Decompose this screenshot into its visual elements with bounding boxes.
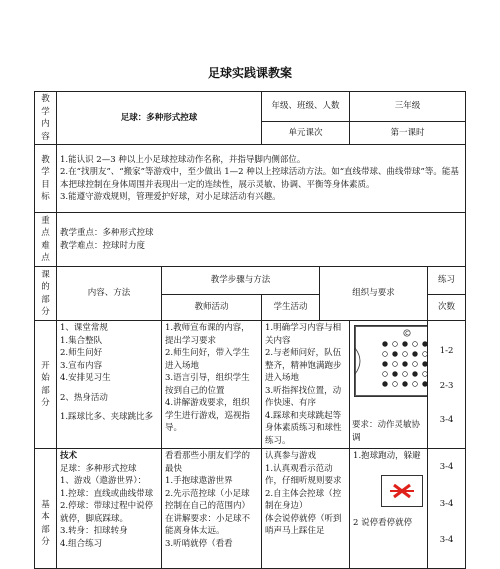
- svg-text:C: C: [405, 331, 409, 337]
- player-marker: [393, 372, 398, 377]
- header-teacher: 教师活动: [162, 295, 262, 321]
- player-marker: [403, 382, 408, 387]
- player-marker: [423, 342, 428, 347]
- basic-org: 1.抱球跑动，躲避 2 说停看停就停: [350, 449, 428, 569]
- unit-value: 第一课时: [350, 121, 466, 144]
- objectives-cell: [57, 145, 466, 213]
- player-marker: [383, 352, 388, 357]
- unit-label: 单元课次: [262, 121, 350, 144]
- objective-item: 2.在“找朋友”、“搬家”等游戏中，至少做出 1—2 种以上控球活动方法。如“直线带球、曲线带球”等。能基本把球控制在身体周围并表现出一定的连续性，展示灵敏、协调、平衡等身体素质。: [60, 167, 459, 190]
- page-title: 足球实践课教案: [207, 66, 292, 80]
- formation-diagram: [355, 326, 428, 396]
- player-marker: [423, 362, 428, 367]
- basic-student: 认真参与游戏 1.认真观看示范动作，仔细听规则要求 2.自主体会控球（控制在身边） 体会说停就停（听到哨声马上踩住足: [262, 449, 350, 569]
- player-marker: [413, 372, 418, 377]
- opening-requirement: 要求：动作灵敏协调: [352, 420, 421, 443]
- player-marker: [403, 352, 408, 357]
- basic-content: 技术 足球：多种形式控球 1、游戏（遨游世界）： 1.控球：直线或曲线带球 2.停球：带球过程中说停就停，脚底踩球。 3.转身：扣球转身 4.组合练习: [57, 449, 162, 569]
- opening-student: 1.明确学习内容与相关内容 2.与老师问好，队伍整齐，精神饱满跑步进入场地 3.听指挥找位置，动作快速、有序 4.踩球和夹球跳起等身体素质练习和球性练习。: [262, 321, 350, 449]
- basic-practice: 3-4 3-4 3-4: [428, 449, 466, 569]
- field-diagram: [354, 325, 428, 397]
- objective-item: 1.能认识 2—3 种以上小足球控球动作名称，并指导脚内侧部位。: [60, 154, 306, 165]
- keypoints-cell: 教学重点：多种形式控球 教学难点：控球时力度: [57, 213, 466, 267]
- player-marker: [393, 342, 398, 347]
- header-steps: 教学步骤与方法: [162, 267, 320, 295]
- basic-label-cell: 基 本 部 分: [35, 449, 57, 569]
- keypoint-label-cell: 重 点 难 点: [35, 213, 57, 267]
- opening-teacher: 1.教师宣布课的内容，提出学习要求 2.师生问好，带入学生进入场地 3.语言引导，组织学生按到自己的位置 4.讲解游戏要求，组织学生进行游戏，巡视指导。: [162, 321, 262, 449]
- player-marker: [383, 372, 388, 377]
- grade-label: 年级、班级、人数: [262, 92, 350, 122]
- player-marker: [423, 352, 428, 357]
- player-marker: [403, 372, 408, 377]
- objective-item: 3.能遵守游戏规则，管理爱护好球，对小足球活动有兴趣。: [60, 192, 281, 202]
- cross-icon: [382, 476, 422, 506]
- player-markers: [383, 342, 428, 387]
- lesson-plan-table: [34, 91, 466, 569]
- player-marker: [413, 382, 418, 387]
- player-marker: [393, 382, 398, 387]
- player-marker: [423, 382, 428, 387]
- player-marker: [383, 362, 388, 367]
- lesson-content: 足球：多种形式控球: [57, 92, 262, 145]
- player-marker: [413, 352, 418, 357]
- header-times: 次数: [428, 295, 466, 321]
- player-marker: [403, 342, 408, 347]
- player-marker: [423, 372, 428, 377]
- player-marker: [403, 362, 408, 367]
- grade-value: 三年级: [350, 92, 466, 122]
- player-marker: [383, 342, 388, 347]
- opening-label-cell: 开 始 部 分: [35, 321, 57, 449]
- opening-org: [350, 321, 428, 449]
- header-content-method: 内容、方法: [57, 267, 162, 321]
- player-marker: [393, 362, 398, 367]
- header-practice: 练习: [428, 267, 466, 295]
- content-label-cell: 教 学 内 容: [35, 92, 57, 145]
- opening-practice: 1-2 2-3 3-4: [428, 321, 466, 449]
- header-org: 组织与要求: [320, 267, 428, 321]
- header-student: 学生活动: [262, 295, 320, 321]
- player-marker: [393, 352, 398, 357]
- cone-diagram: [381, 475, 423, 507]
- player-marker: [413, 362, 418, 367]
- opening-content: 1、课堂常规 1.集合整队 2.师生问好 3.宣布内容 4.安排见习生 2、热身活动 1.踩球比多、夹球跳比多: [57, 321, 162, 449]
- player-marker: [413, 342, 418, 347]
- player-marker: [383, 382, 388, 387]
- objective-label-cell: 教 学 目 标: [35, 145, 57, 213]
- section-label-cell: 课 的 部 分: [35, 267, 57, 321]
- basic-teacher: 看看那些小朋友们学的最快 1.手抱球遨游世界 2.先示范控球（小足球控制在自己的范围内）在讲解要求：小足球不能离身体太远。 3.听哨就停（看看: [162, 449, 262, 569]
